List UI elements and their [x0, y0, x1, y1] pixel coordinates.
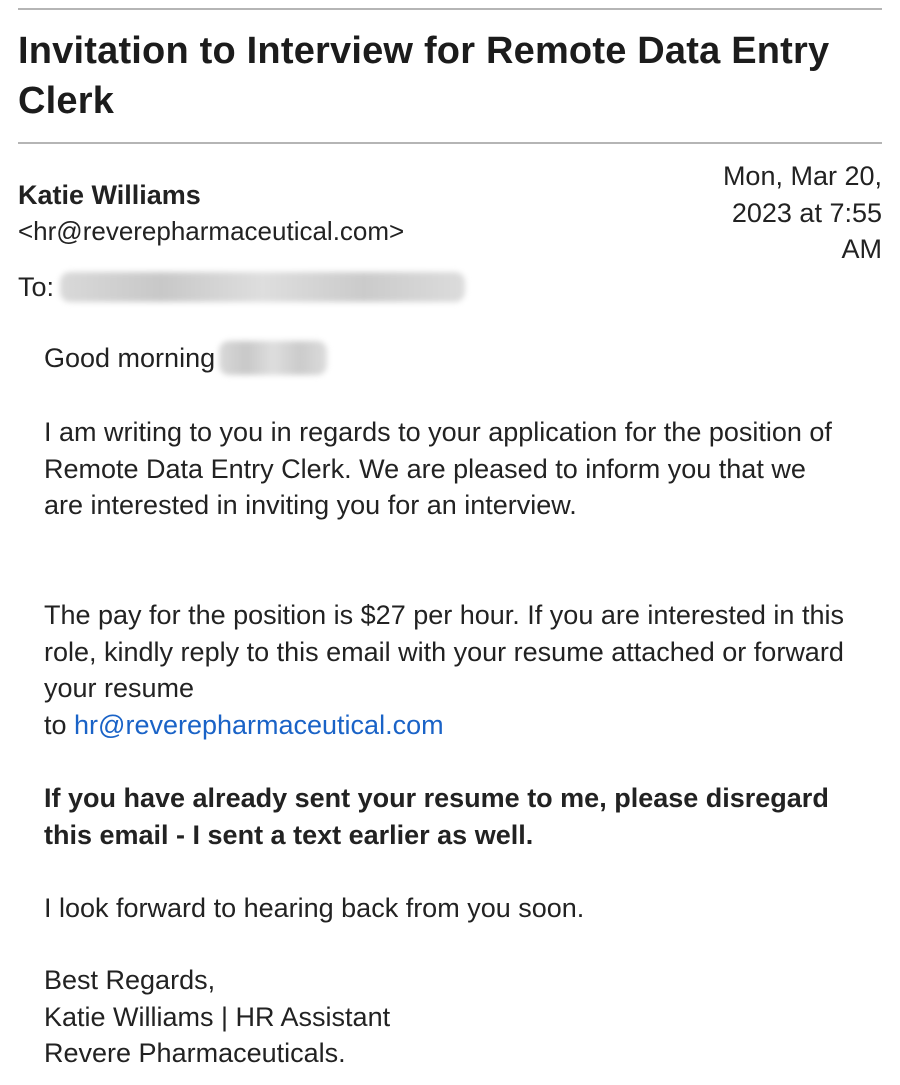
- sign-off: Best Regards,: [44, 965, 216, 995]
- paragraph-disregard: If you have already sent your resume to me, please disregard this email - I sent a text earlier as well.: [44, 783, 829, 850]
- recipient-row: [18, 270, 465, 304]
- signature-block: [44, 962, 844, 1072]
- date-line-3: AM: [841, 234, 882, 264]
- greeting-text: Good morning: [44, 343, 216, 373]
- paragraph-closing: I look forward to hearing back from you soon.: [44, 893, 585, 923]
- paragraph-application: I am writing to you in regards to your application for the position of Remote Data Entry Clerk. We are pleased to inform you that we are interested in inviting you for an interview.: [44, 417, 832, 520]
- date-line-2: 2023 at 7:55: [731, 197, 882, 228]
- redacted-recipient: [60, 272, 465, 302]
- greeting-line: [44, 340, 844, 377]
- redacted-name: [219, 341, 327, 375]
- signature-name: Katie Williams | HR Assistant: [44, 1001, 391, 1032]
- pay-text: The pay for the position is $27 per hour. If you are interested in this role, kindly reply to this email with your resume attached or forward your resume: [44, 600, 844, 703]
- email-link[interactable]: hr@reverepharmaceutical.com: [74, 709, 444, 740]
- email-subject: Invitation to Interview for Remote Data Entry Clerk: [18, 30, 830, 122]
- signature-company: Revere Pharmaceuticals.: [44, 1038, 346, 1068]
- header-divider: [18, 142, 882, 144]
- sender-email[interactable]: <hr@reverepharmaceutical.com>: [18, 216, 405, 246]
- sender-name[interactable]: Katie Williams: [18, 180, 201, 210]
- link-prefix: to: [44, 709, 75, 740]
- to-label: To:: [18, 272, 55, 302]
- date-line-1: Mon, Mar 20,: [722, 161, 882, 191]
- top-divider: [18, 8, 882, 10]
- paragraph-pay: [44, 597, 844, 743]
- email-date: [682, 158, 882, 268]
